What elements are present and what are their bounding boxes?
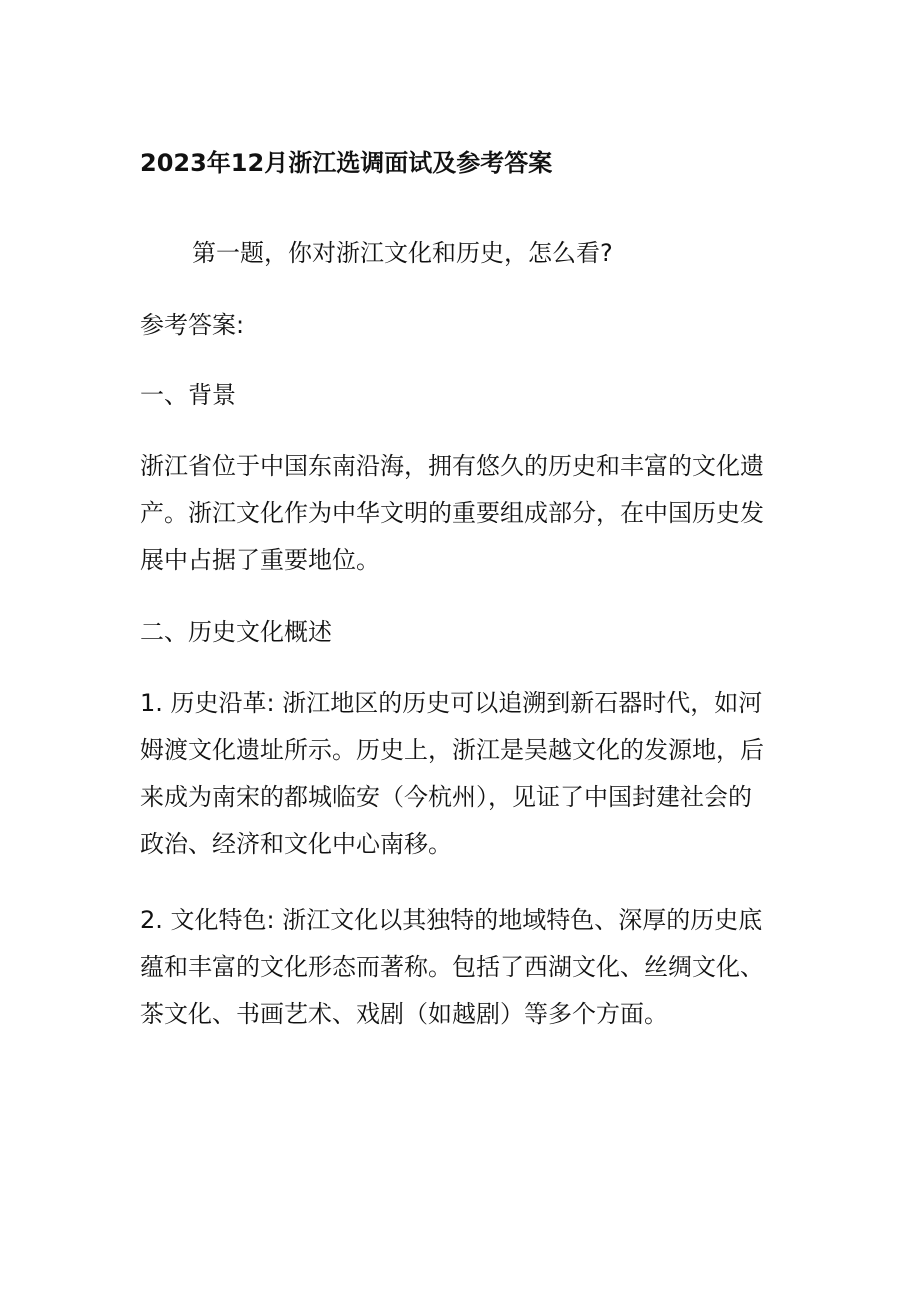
paragraph-line: 政治、经济和文化中心南移。 [140, 830, 452, 858]
paragraph-line: 来成为南宋的都城临安（今杭州），见证了中国封建社会的 [140, 783, 752, 811]
background-paragraph [140, 443, 800, 584]
paragraph-line: 茶文化、书画艺术、戏剧（如越剧）等多个方面。 [140, 1000, 668, 1028]
paragraph-line: 蕴和丰富的文化形态而著称。包括了西湖文化、丝绸文化、 [140, 953, 764, 981]
answer-label: 参考答案: [140, 311, 245, 339]
question-text: 第一题，你对浙江文化和历史，怎么看? [192, 239, 613, 267]
paragraph-line: 姆渡文化遗址所示。历史上，浙江是吴越文化的发源地，后 [140, 736, 764, 764]
paragraph-line: 浙江省位于中国东南沿海，拥有悠久的历史和丰富的文化遗 [140, 452, 764, 480]
section-heading-overview: 二、历史文化概述 [140, 618, 332, 646]
paragraph-line: 产。浙江文化作为中华文明的重要组成部分，在中国历史发 [140, 499, 764, 527]
history-item-paragraph [140, 680, 800, 868]
document-title: 2023年12月浙江选调面试及参考答案 [140, 149, 553, 177]
paragraph-line: 1. 历史沿革: 浙江地区的历史可以追溯到新石器时代，如河 [140, 689, 763, 717]
culture-item-paragraph [140, 897, 800, 1038]
section-heading-background: 一、背景 [140, 381, 236, 409]
paragraph-line: 展中占据了重要地位。 [140, 546, 380, 574]
paragraph-line: 2. 文化特色: 浙江文化以其独特的地域特色、深厚的历史底 [140, 906, 763, 934]
